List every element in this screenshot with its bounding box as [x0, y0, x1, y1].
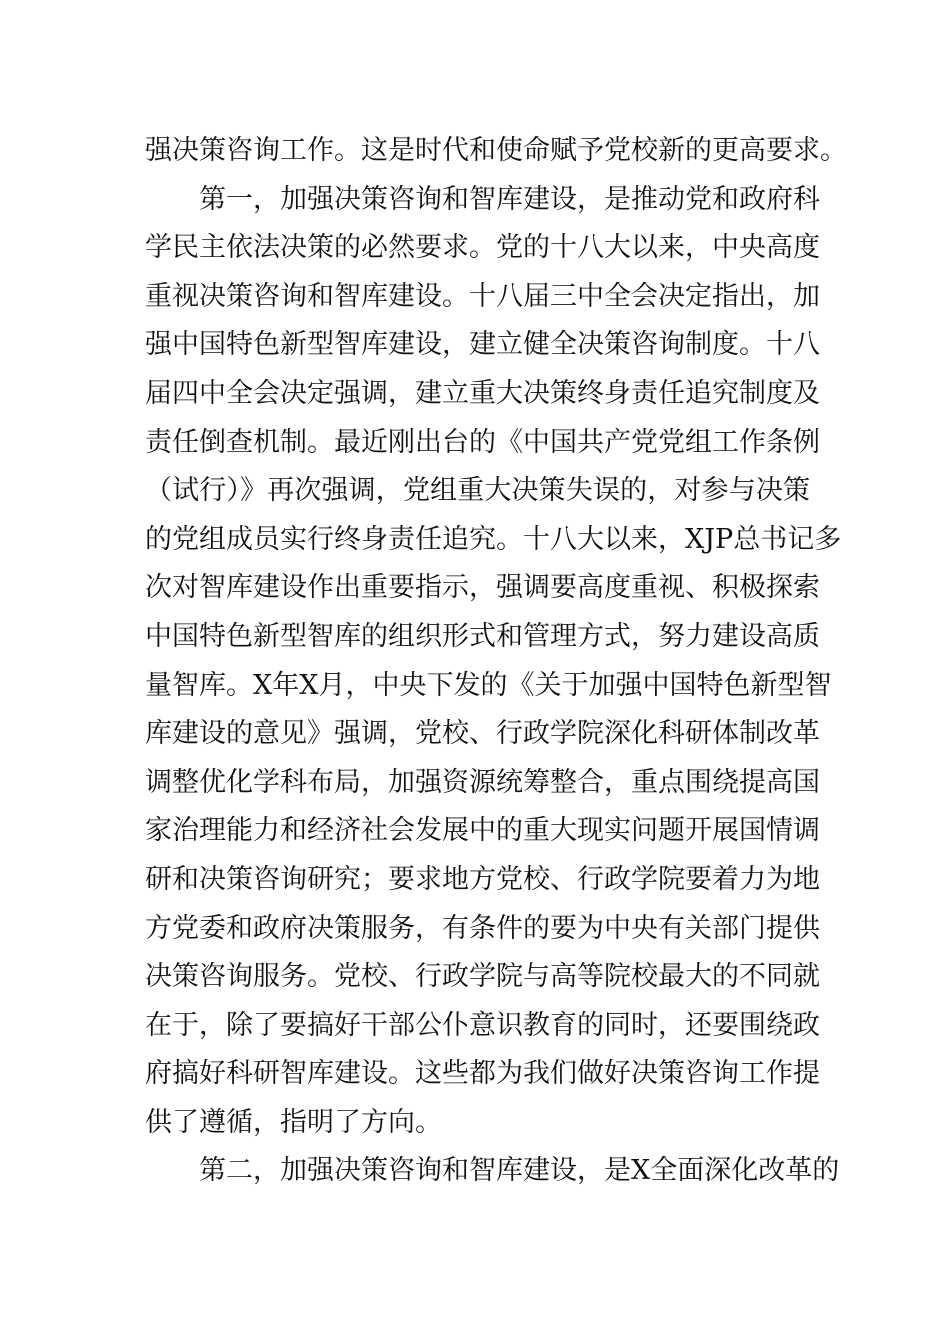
- text-line: 量智库。X年X月，中央下发的《关于加强中国特色新型智: [145, 669, 832, 701]
- text-line: 方党委和政府决策服务，有条件的要为中央有关部门提供: [145, 912, 820, 944]
- text-line: 重视决策咨询和智库建设。十八届三中全会决定指出，加: [145, 280, 820, 312]
- text-line: 第二，加强决策咨询和智库建设，是X全面深化改革的: [145, 1155, 840, 1187]
- text-line: 强决策咨询工作。这是时代和使命赋予党校新的更高要求。: [145, 135, 847, 166]
- text-line: 中国特色新型智库的组织形式和管理方式，努力建设高质: [145, 620, 820, 652]
- text-line: 决策咨询服务。党校、行政学院与高等院校最大的不同就: [145, 961, 820, 993]
- text-line: 强中国特色新型智库建设，建立健全决策咨询制度。十八: [145, 329, 820, 361]
- text-line: 第一，加强决策咨询和智库建设，是推动党和政府科: [145, 183, 820, 215]
- text-line: 责任倒查机制。最近刚出台的《中国共产党党组工作条例: [145, 426, 820, 458]
- text-line: 研和决策咨询研究；要求地方党校、行政学院要着力为地: [145, 863, 820, 895]
- text-line: 届四中全会决定强调，建立重大决策终身责任追究制度及: [145, 377, 820, 409]
- text-line: 调整优化学科布局，加强资源统筹整合，重点围绕提高国: [145, 766, 820, 798]
- text-line: 供了遵循，指明了方向。: [145, 1106, 442, 1138]
- text-line: 的党组成员实行终身责任追究。十八大以来，XJP总书记多: [145, 523, 842, 555]
- text-line: 府搞好科研智库建设。这些都为我们做好决策咨询工作提: [145, 1058, 820, 1090]
- text-line: 在于，除了要搞好干部公仆意识教育的同时，还要围绕政: [145, 1009, 820, 1041]
- text-line: 学民主依法决策的必然要求。党的十八大以来，中央高度: [145, 232, 820, 264]
- text-line: （试行）》再次强调，党组重大决策失误的，对参与决策: [145, 475, 810, 507]
- body-text: [145, 127, 847, 1196]
- text-line: 库建设的意见》强调，党校、行政学院深化科研体制改革: [145, 718, 820, 750]
- text-line: 家治理能力和经济社会发展中的重大现实问题开展国情调: [145, 815, 820, 847]
- text-line: 次对智库建设作出重要指示，强调要高度重视、积极探索: [145, 572, 820, 604]
